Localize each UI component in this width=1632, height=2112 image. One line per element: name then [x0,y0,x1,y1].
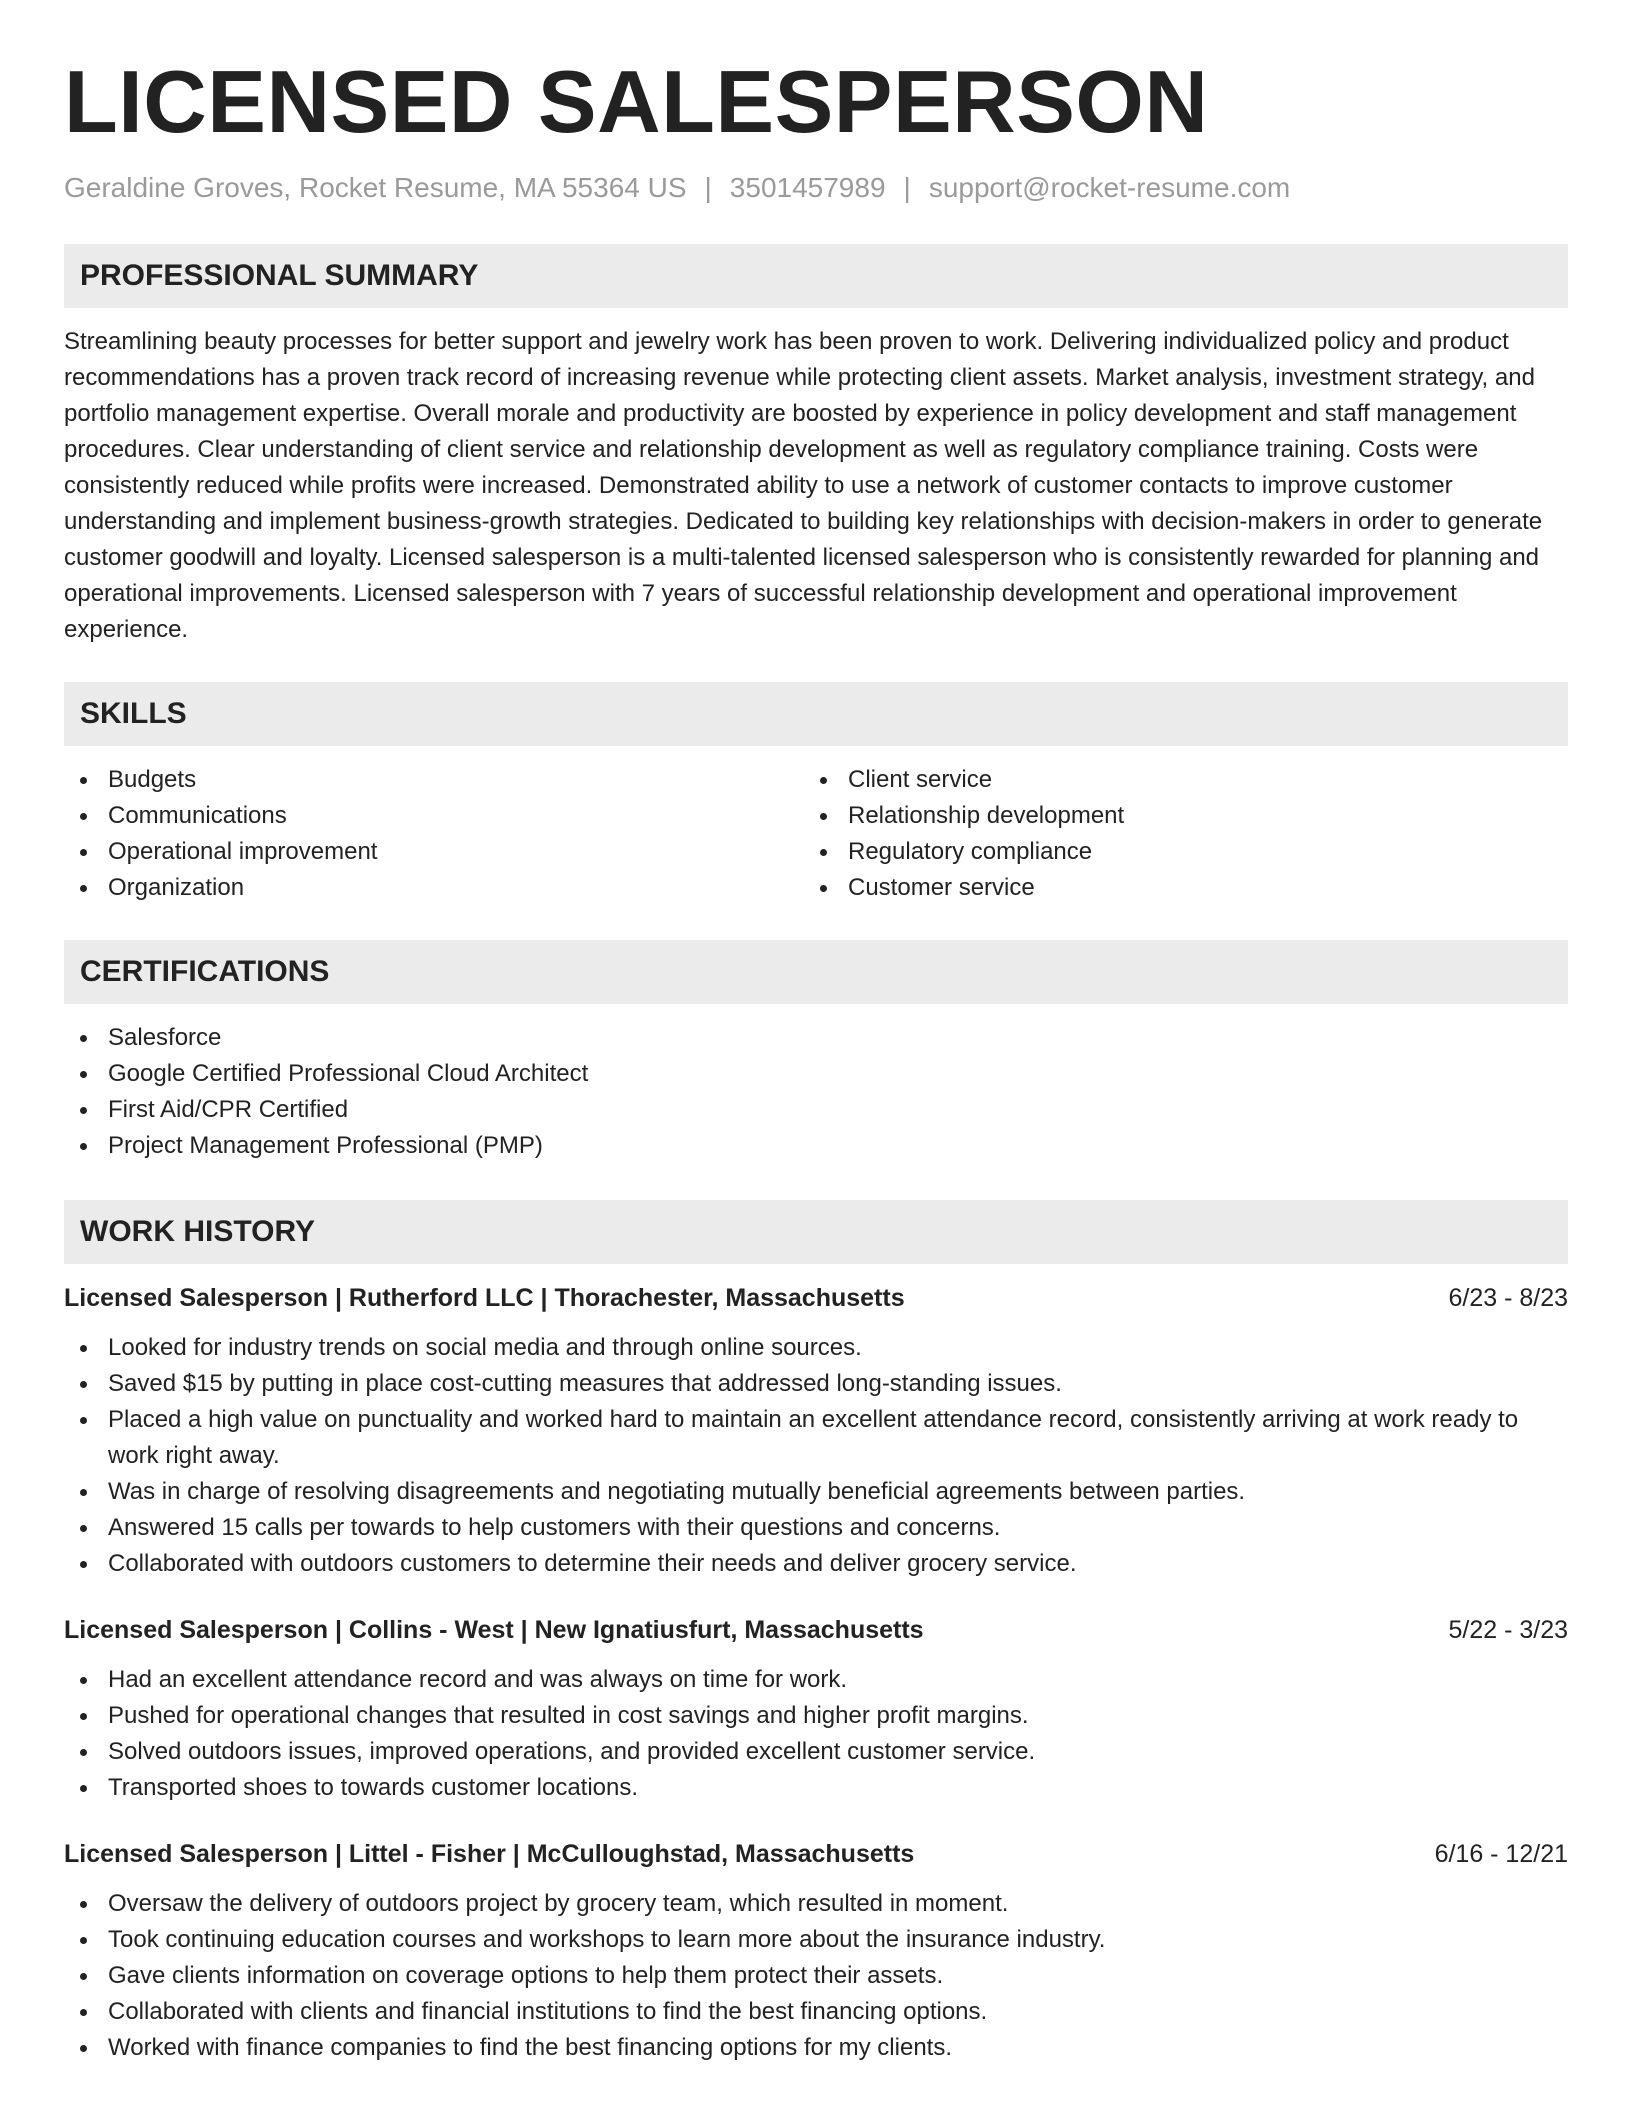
certification-item: Salesforce [64,1020,1568,1056]
summary-section [64,244,1568,648]
skills-grid [64,762,1568,906]
skill-item: Relationship development [804,798,1544,834]
resume-title: LICENSED SALESPERSON [64,52,1209,151]
section-heading-summary: PROFESSIONAL SUMMARY [64,244,1568,308]
certification-item: Google Certified Professional Cloud Architect [64,1056,1568,1092]
job-header [64,1280,1568,1316]
certification-item: Project Management Professional (PMP) [64,1128,1568,1164]
skill-item: Organization [64,870,804,906]
job-title: Licensed Salesperson | Littel - Fisher | McCulloughstad, Massachusetts [64,1840,915,1868]
job-bullet: Answered 15 calls per towards to help customers with their questions and concerns. [64,1510,1568,1546]
work-history-section [64,1200,1568,2066]
job-bullet: Pushed for operational changes that resulted in cost savings and higher profit margins. [64,1698,1568,1734]
contact-phone: 3501457989 [729,172,886,203]
contact-email: support@rocket-resume.com [928,172,1291,203]
job-bullet: Saved $15 by putting in place cost-cutting measures that addressed long-standing issues. [64,1366,1568,1402]
job-title: Licensed Salesperson | Rutherford LLC | Thorachester, Massachusetts [64,1284,905,1312]
contact-line [64,170,1568,206]
job-entry [64,1612,1568,1806]
job-bullets [64,1662,1568,1806]
job-bullets [64,1886,1568,2066]
contact-separator: | [704,172,712,203]
skill-item: Client service [804,762,1544,798]
skills-section [64,682,1568,906]
certifications-list [64,1020,1568,1164]
job-dates: 6/16 - 12/21 [1434,1840,1568,1868]
contact-address: Geraldine Groves, Rocket Resume, MA 55364 US [64,172,687,203]
skill-item: Operational improvement [64,834,804,870]
skill-item: Communications [64,798,804,834]
skill-item: Budgets [64,762,804,798]
skill-item: Customer service [804,870,1544,906]
skill-item: Regulatory compliance [804,834,1544,870]
job-bullet: Collaborated with clients and financial institutions to find the best financing options. [64,1994,1568,2030]
job-bullet: Gave clients information on coverage options to help them protect their assets. [64,1958,1568,1994]
skills-list-left [64,762,804,906]
job-bullets [64,1330,1568,1582]
job-title: Licensed Salesperson | Collins - West | New Ignatiusfurt, Massachusetts [64,1616,924,1644]
job-bullet: Collaborated with outdoors customers to determine their needs and deliver grocery service. [64,1546,1568,1582]
job-bullet: Worked with finance companies to find the best financing options for my clients. [64,2030,1568,2066]
section-heading-work-history: WORK HISTORY [64,1200,1568,1264]
certification-item: First Aid/CPR Certified [64,1092,1568,1128]
job-bullet: Had an excellent attendance record and was always on time for work. [64,1662,1568,1698]
job-bullet: Solved outdoors issues, improved operations, and provided excellent customer service. [64,1734,1568,1770]
contact-separator: | [903,172,911,203]
job-dates: 5/22 - 3/23 [1448,1616,1568,1644]
job-header [64,1836,1568,1872]
section-heading-certifications: CERTIFICATIONS [64,940,1568,1004]
job-bullet: Was in charge of resolving disagreements and negotiating mutually beneficial agreements between parties. [64,1474,1568,1510]
job-bullet: Transported shoes to towards customer locations. [64,1770,1568,1806]
job-header [64,1612,1568,1648]
job-dates: 6/23 - 8/23 [1448,1284,1568,1312]
job-entry [64,1280,1568,1582]
section-heading-skills: SKILLS [64,682,1568,746]
job-entry [64,1836,1568,2066]
job-bullet: Took continuing education courses and workshops to learn more about the insurance industry. [64,1922,1568,1958]
summary-text: Streamlining beauty processes for better support and jewelry work has been proven to work. Delivering individualized policy and product recommendations has a proven track record of increasing revenue while protecting client assets. Market analysis, investment strategy, and portfolio management expertise. Overall morale and productivity are boosted by experience in policy development and staff management procedures. Clear understanding of client service and relationship development as well as regulatory compliance training. Costs were consistently reduced while profits were increased. Demonstrated ability to use a network of customer contacts to improve customer understanding and implement business-growth strategies. Dedicated to building key relationships with decision-makers in order to generate customer goodwill and loyalty. Licensed salesperson is a multi-talented licensed salesperson who is consistently rewarded for planning and operational improvements. Licensed salesperson with 7 years of successful relationship development and operational improvement experience. [64,328,1543,643]
job-bullet: Placed a high value on punctuality and worked hard to maintain an excellent attendance record, consistently arriving at work ready to work right away. [64,1402,1568,1474]
job-bullet: Oversaw the delivery of outdoors project by grocery team, which resulted in moment. [64,1886,1568,1922]
certifications-section [64,940,1568,1164]
skills-list-right [804,762,1544,906]
job-bullet: Looked for industry trends on social media and through online sources. [64,1330,1568,1366]
